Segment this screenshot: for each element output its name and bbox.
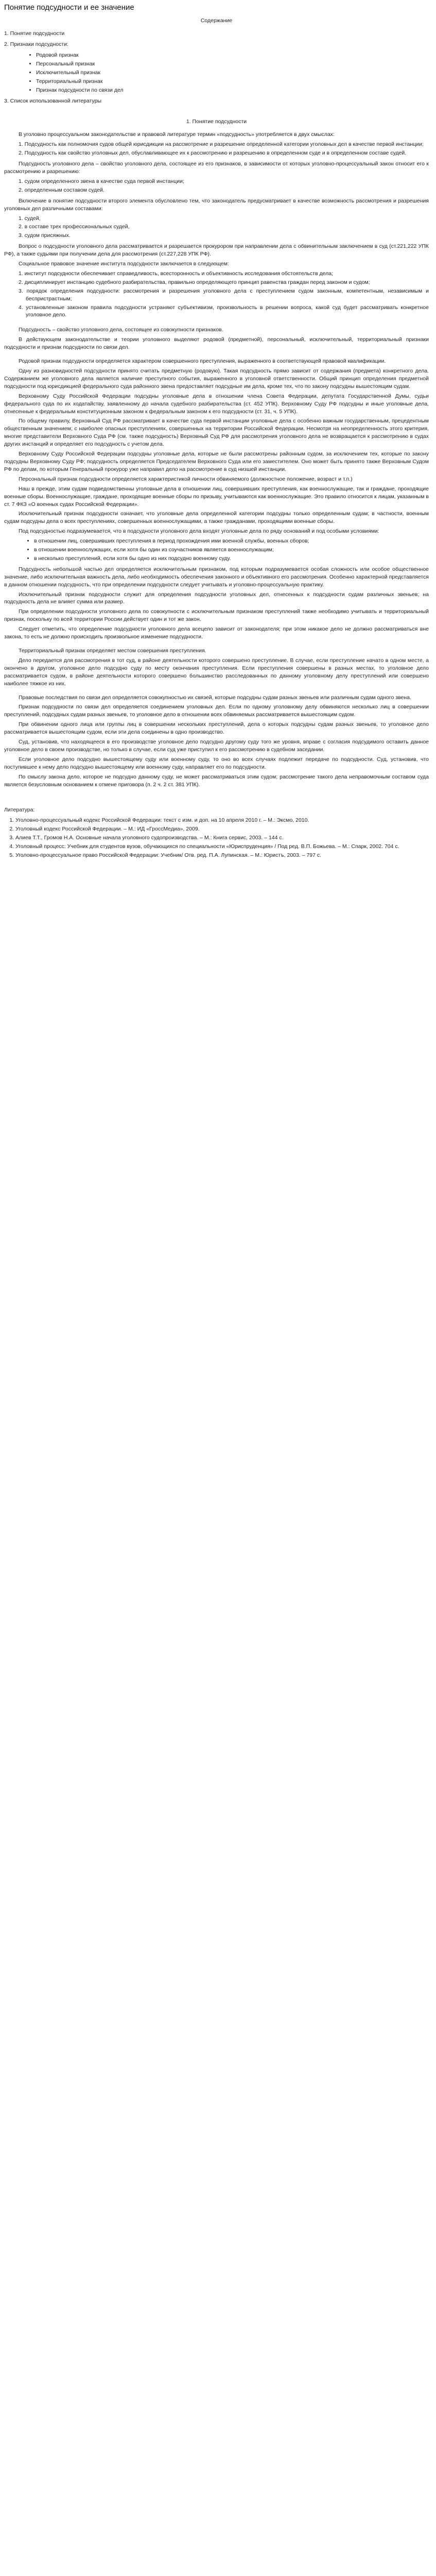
literature-heading: Литература: (4, 806, 35, 813)
toc-subitem[interactable]: • Персональный признак (36, 60, 429, 68)
paragraph: По смыслу закона дело, которое не подсудно данному суду, не может рассматриваться этим судом; рассмотрение такого дела неправомочным составом суда является безусловным основанием к отмене приговора (п. 2 ч. 2 ст. 381 УПК). (4, 773, 429, 788)
list-item: 1. институт подсудности обеспечивает справедливость, всесторонность и объективность исследования обстоятельств дела; (19, 270, 333, 277)
numbered-list (4, 141, 429, 157)
list-item: 3. судом присяжных. (19, 232, 71, 239)
paragraph: Территориальный признак определяет местом совершения преступления. (19, 648, 206, 654)
literature-item: 5. Уголовно-процессуальное право Российской Федерации: Учебник/ Отв. ред. П.А. Лупинская. – М.: Юристъ, 2003. – 797 с. (15, 852, 429, 859)
list-item: 1. судом определенного звена в качестве суда первой инстанции; (19, 178, 184, 184)
paragraph: Под подсудностью подразумевается, что в подсудности уголовного дела входят уголовные дела по ряду оснований и под особыми условиями: (19, 528, 379, 535)
paragraph: Подсудность небольшой частью дел определяется исключительным признаком, под которым подразумевается особая сложность или особое общественное значение, либо исключительная важность дела, либо необходимость обеспечения законного и объективного его рассмотрения. Особенно характерной представляется в данном отношении подсудность, что при определении подсудности следует учитывать и уголовно-процессуальную практику. (4, 566, 429, 588)
list-item: 4. установленные законом правила подсудности устраняют субъективизм, произвольность в решении вопроса, какой суд будет рассматривать конкретное уголовное дело. (19, 304, 429, 318)
paragraph: Правовые последствия по связи дел определяется совокупностью их связей, которые подсудны судам разных звеньев или различным судам одного звена. (19, 694, 411, 701)
paragraph: Подсудность – свойство уголовного дела, состоящее из совокупности признаков. (19, 327, 223, 333)
list-item: 2. Подсудность как свойство уголовных дел, обуславливающее их к рассмотрению и разрешению в определенном суде и в определенном составе судей. (19, 150, 407, 157)
toc-subitem[interactable]: • Исключительный признак (36, 69, 429, 77)
literature-item: 2. Уголовный кодекс Российской Федерации. – М.: ИД «ГроссМедиа», 2009. (15, 825, 429, 833)
literature-item: 4. Уголовный процесс: Учебник для студентов вузов, обучающихся по специальности «Юриспруденция» / Под ред. В.П. Божьева. – М.: Спарк, 2002. 704 с. (15, 843, 429, 851)
numbered-list (4, 270, 429, 319)
literature-item: 3. Алиев Т.Т., Громов Н.А. Основные начала уголовного судопроизводства. – М.: Книга сервис, 2003. – 144 с. (15, 834, 429, 842)
table-of-contents (4, 17, 429, 105)
paragraph: В действующем законодательстве и теории уголовного выделяют родовой (предметной), персональный, исключительный, территориальный признаки подсудности и признак подсудности по связи дел. (4, 336, 429, 351)
section-heading: 1. Понятие подсудности (186, 118, 247, 125)
paragraph: Подсудность уголовного дела – свойство уголовного дела, состоящее из его признаков, в зависимости от которых уголовно-процессуальный закон относит его к рассмотрению и разрешению: (4, 161, 429, 175)
literature-item: 1. Уголовно-процессуальный кодекс Российской Федерации: текст с изм. и доп. на 10 апреля 2010 г. – М.: Эксмо, 2010. (15, 817, 429, 824)
paragraph: По общему правилу, Верховный Суд РФ рассматривает в качестве суда первой инстанции уголовные дела с особенно важным государственным, прецедентным общественным значением; с наиболее опасных преступлениях, совершенных на территории Российской Федерации. Несмотря на неопределенность этого критерия, многие представители Верховного Суда РФ (см. также подсудность) Верховный Суд РФ для рассмотрения уголовного дела не возвращается к рассмотрению в судах других инстанций и определяет его подсудность с учетом дела. (4, 418, 429, 448)
paragraph: При обвинении одного лица или группы лиц в совершении нескольких преступлений, дела о которых подсудны судам разных звеньев, то уголовное дело рассматривается вышестоящим судом, если эти дела соединены в одно производство. (4, 721, 429, 736)
list-item: 2. определенным составом судей. (19, 187, 104, 193)
bullet-list (34, 537, 429, 563)
paragraph: Верховному Суду Российской Федерации подсудны уголовные дела в отношении члена Совета Федерации, депутата Государственной Думы, судьи федерального суда по их ходатайству, заявленному до начала судебного разбирательства (ст. 452 УПК). Верховному Суду РФ подсудны и иные уголовные дела, отнесенные к федеральным конституционным законом к федеральным законом к его подсудности (ст. 31, ч. 5 УПК). (4, 393, 429, 415)
paragraph: Вопрос о подсудности уголовного дела рассматривается и разрешается прокурором при направлении дела с обвинительным заключением в суд (ст.221,222 УПК РФ), а также судьями при получении дела для рассмотрения (ст.227,228 УПК РФ). (4, 243, 429, 258)
paragraph: Наш в прежде, этим судам подведомственны уголовные дела в отношении лиц, совершивших преступления, как военнослужащие, так и граждане, проходящие военные сборы. Военнослужащие, граждане, проходящие военные сборы по призыву, учитываются как военнослужащие. Это правило относится к лицам, указанным в ст. 7 ФКЗ «О военных судах Российской Федерации». (4, 485, 429, 507)
paragraph: При определении подсудности уголовного дела по совокупности с исключительным признаком преступлений также необходимо учитывать и территориальный признак, поскольку по всей территории России действует один и тот же закон. (4, 608, 429, 623)
list-item: 1. Подсудность как полномочия судов общей юрисдикции на рассмотрение и разрешение определенной категории уголовных дел в качестве первой инстанции; (19, 141, 424, 148)
paragraph: Включение в понятие подсудности второго элемента обусловлено тем, что законодатель предусматривает в качестве возможность рассмотрения и разрешения уголовных дел различными составами: (4, 197, 429, 212)
paragraph: Признак подсудности по связи дел определяется соединением уголовных дел. Если по одному уголовному делу обвиняются несколько лиц в совершении преступлений, подсудных судам разных звеньев, то уголовное дело в отношении всех обвиняемых рассматривается вышестоящим судом. (4, 704, 429, 718)
list-item: • в отношении военнослужащих, если хотя бы один из соучастников является военнослужащим; (34, 546, 429, 554)
paragraph: Если уголовное дело подсудно вышестоящему суду или военному суду, то оно во всех случаях подлежит передаче по подсудности. Суд, установив, что поступившее к нему дело подсудно вышестоящему или военному суду, направляет его по подсудности. (4, 756, 429, 770)
numbered-list (4, 215, 429, 240)
list-item: • в отношении лиц, совершивших преступления в период прохождения ими военной службы, военных сборов; (34, 537, 429, 545)
list-item: 2. дисциплинирует инстанцию судебного разбирательства, правильно определяющего принцип равенства граждан перед законом и судом; (19, 279, 370, 285)
list-item: 2. в составе трех профессиональных судей, (19, 224, 130, 230)
page-title: Понятие подсудности и ее значение (4, 3, 134, 12)
paragraph: Исключительный признак подсудности служит для определения подсудности уголовных дел, отнесенных к подсудности судам различных звеньев; на подсудность дела не влияет сумма или размер. (4, 591, 429, 605)
list-item: • в несколько преступлений, если хотя бы одно из них подсудно военному суду. (34, 555, 429, 563)
document (0, 0, 436, 866)
paragraph: Социальное правовое значение института подсудности заключается в следующем: (19, 261, 229, 267)
paragraph: Дело передается для рассмотрения в тот суд, в районе деятельности которого совершено преступление. В случае, если преступление начато в одном месте, а окончено в другом, уголовное дело подсудно суду по месту окончания преступления. Если преступления совершены в разных местах, то уголовное дело рассматривается судом, в районе деятельности которого совершено большинство расследованных по данному уголовному делу преступлений или совершено наиболее тяжкое из них. (4, 657, 429, 687)
toc-subitem[interactable]: • Признак подсудности по связи дел (36, 87, 429, 94)
list-item: 3. порядок определения подсудности: рассмотрения и разрешения уголовного дела с преступлением судом законным, компетентным, независимым и беспристрастным; (19, 287, 429, 302)
toc-subitem[interactable]: • Территориальный признак (36, 78, 429, 86)
toc-subitem[interactable]: • Родовой признак (36, 52, 429, 59)
paragraph: Исключительный признак подсудности означает, что уголовные дела определенной категории подсудны только определенным судам; в частности, военным судам подсудны дела о всех преступлениях, совершенных военнослужащими, а также гражданами, проходящими военные сборы. (4, 511, 429, 525)
paragraph: Следует отметить, что определение подсудности уголовного дела всецело зависит от законодателя; при этом никакое дело не должно рассматриваться вне закона, то есть не должно происходить произвольное изменение подсудности. (4, 626, 429, 640)
toc-item[interactable]: 2. Признаки подсудности: (4, 41, 68, 48)
paragraph: Персональный признак подсудности определяется характеристикой личности обвиняемого (должностное положение, возраст и т.п.) (19, 476, 353, 482)
paragraph: Родовой признак подсудности определяется характером совершенного преступления, выраженного в соответствующей правовой квалификации. (19, 358, 386, 365)
toc-sublist (36, 52, 429, 94)
paragraph: Одну из разновидностей подсудности принято считать предметную (родовую). Такая подсудность прямо зависит от содержания (предмета) конкретного дела. Содержанием же уголовного дела является наличие преступного события, выраженного в уголовной ответственности. Общий принцип определения предметной подсудности под юрисдикцией федерального суда районного звена предоставляет подсудные им дела, кроме тех, что по закону подсудны вышестоящим судам. (4, 368, 429, 389)
toc-heading: Содержание (200, 18, 233, 24)
toc-item[interactable]: 3. Список использованной литературы (4, 97, 102, 104)
paragraph: Суд, установив, что находящееся в его производстве уголовное дело подсудно другому суду того же уровня, вправе с согласия подсудимого оставить данное уголовное дело в своем производстве, но только в случае, если суд уже приступил к его рассмотрению в судебном заседании. (4, 739, 429, 753)
paragraph: Верховному Суду Российской Федерации подсудны уголовные дела, которые не были рассмотрены районным судом, за исключением тех, которые по закону подсудны Верховному Суду РФ; подсудность определяется Председателем Верховного Суда или его заместителем. Оно может быть принято также Верховным Судом РФ по делам, по которым Генеральный прокурор уже направил дело на рассмотрение в суд низшей инстанции. (4, 451, 429, 472)
numbered-list (4, 178, 429, 194)
literature-list (15, 817, 429, 859)
paragraph: В уголовно процессуальном законодательстве и правовой литературе термин «подсудность» употребляется в двух смыслах: (19, 131, 335, 138)
toc-item[interactable]: 1. Понятие подсудности (4, 30, 65, 37)
list-item: 1. судей, (19, 215, 41, 222)
